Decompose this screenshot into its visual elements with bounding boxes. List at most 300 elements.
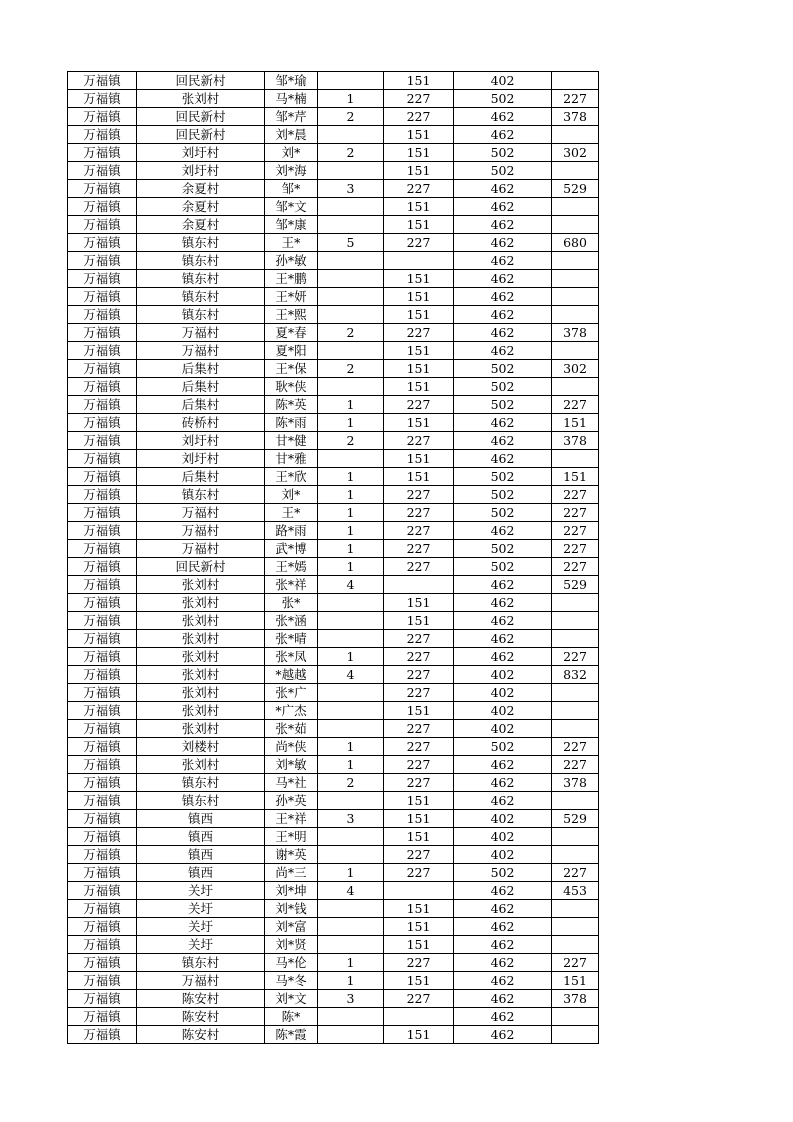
count-cell <box>318 594 384 612</box>
village-cell: 镇西 <box>137 810 265 828</box>
amount-b-cell: 462 <box>454 432 552 450</box>
amount-b-cell: 462 <box>454 774 552 792</box>
table-row <box>68 846 599 864</box>
amount-a-cell: 227 <box>384 522 454 540</box>
amount-b-cell: 462 <box>454 918 552 936</box>
amount-a-cell: 227 <box>384 666 454 684</box>
table-row <box>68 432 599 450</box>
amount-a-cell: 227 <box>384 864 454 882</box>
total-cell: 151 <box>552 972 599 990</box>
table-row <box>68 720 599 738</box>
count-cell <box>318 684 384 702</box>
town-cell: 万福镇 <box>68 648 137 666</box>
total-cell: 378 <box>552 432 599 450</box>
table-row <box>68 540 599 558</box>
name-cell: 刘*富 <box>265 918 318 936</box>
total-cell <box>552 270 599 288</box>
amount-a-cell: 151 <box>384 810 454 828</box>
count-cell: 2 <box>318 324 384 342</box>
table-row <box>68 576 599 594</box>
town-cell: 万福镇 <box>68 846 137 864</box>
village-cell: 镇西 <box>137 864 265 882</box>
village-cell: 陈安村 <box>137 1008 265 1026</box>
total-cell: 680 <box>552 234 599 252</box>
total-cell: 227 <box>552 558 599 576</box>
count-cell: 1 <box>318 522 384 540</box>
name-cell: 王*保 <box>265 360 318 378</box>
amount-b-cell: 462 <box>454 900 552 918</box>
total-cell: 453 <box>552 882 599 900</box>
name-cell: *越越 <box>265 666 318 684</box>
total-cell <box>552 252 599 270</box>
name-cell: 邹*文 <box>265 198 318 216</box>
table-row <box>68 630 599 648</box>
name-cell: 马*社 <box>265 774 318 792</box>
count-cell <box>318 1008 384 1026</box>
name-cell: 王*祥 <box>265 810 318 828</box>
table-row <box>68 414 599 432</box>
name-cell: 王*欣 <box>265 468 318 486</box>
table-row <box>68 1026 599 1044</box>
town-cell: 万福镇 <box>68 396 137 414</box>
town-cell: 万福镇 <box>68 576 137 594</box>
amount-a-cell: 227 <box>384 990 454 1008</box>
village-cell: 张刘村 <box>137 612 265 630</box>
village-cell: 张刘村 <box>137 594 265 612</box>
count-cell <box>318 270 384 288</box>
town-cell: 万福镇 <box>68 594 137 612</box>
village-cell: 张刘村 <box>137 666 265 684</box>
total-cell: 302 <box>552 360 599 378</box>
village-cell: 镇东村 <box>137 234 265 252</box>
total-cell <box>552 450 599 468</box>
village-cell: 后集村 <box>137 378 265 396</box>
amount-b-cell: 502 <box>454 504 552 522</box>
name-cell: 陈*英 <box>265 396 318 414</box>
total-cell <box>552 612 599 630</box>
table-row <box>68 864 599 882</box>
total-cell: 227 <box>552 738 599 756</box>
amount-a-cell: 151 <box>384 270 454 288</box>
count-cell <box>318 450 384 468</box>
count-cell <box>318 288 384 306</box>
count-cell <box>318 846 384 864</box>
count-cell: 5 <box>318 234 384 252</box>
amount-b-cell: 462 <box>454 756 552 774</box>
village-cell: 关圩 <box>137 900 265 918</box>
village-cell: 万福村 <box>137 522 265 540</box>
village-cell: 后集村 <box>137 360 265 378</box>
total-cell <box>552 306 599 324</box>
village-cell: 后集村 <box>137 396 265 414</box>
table-row <box>68 756 599 774</box>
amount-a-cell: 151 <box>384 306 454 324</box>
table-row <box>68 594 599 612</box>
name-cell: 张* <box>265 594 318 612</box>
town-cell: 万福镇 <box>68 828 137 846</box>
name-cell: 夏*阳 <box>265 342 318 360</box>
amount-a-cell <box>384 576 454 594</box>
amount-b-cell: 462 <box>454 108 552 126</box>
village-cell: 张刘村 <box>137 576 265 594</box>
amount-b-cell: 402 <box>454 702 552 720</box>
total-cell <box>552 1008 599 1026</box>
amount-a-cell: 227 <box>384 720 454 738</box>
total-cell <box>552 216 599 234</box>
name-cell: 刘* <box>265 144 318 162</box>
table-row <box>68 738 599 756</box>
amount-b-cell: 402 <box>454 828 552 846</box>
table-row <box>68 450 599 468</box>
table-row <box>68 972 599 990</box>
count-cell: 4 <box>318 666 384 684</box>
count-cell <box>318 306 384 324</box>
town-cell: 万福镇 <box>68 306 137 324</box>
name-cell: 甘*健 <box>265 432 318 450</box>
village-cell: 张刘村 <box>137 630 265 648</box>
total-cell: 832 <box>552 666 599 684</box>
total-cell: 529 <box>552 180 599 198</box>
town-cell: 万福镇 <box>68 1008 137 1026</box>
count-cell <box>318 378 384 396</box>
name-cell: 王* <box>265 234 318 252</box>
count-cell <box>318 342 384 360</box>
total-cell <box>552 630 599 648</box>
amount-a-cell: 151 <box>384 972 454 990</box>
village-cell: 镇西 <box>137 846 265 864</box>
name-cell: 武*博 <box>265 540 318 558</box>
village-cell: 余夏村 <box>137 180 265 198</box>
count-cell <box>318 702 384 720</box>
table-row <box>68 810 599 828</box>
village-cell: 张刘村 <box>137 684 265 702</box>
total-cell: 227 <box>552 486 599 504</box>
amount-b-cell: 462 <box>454 252 552 270</box>
name-cell: 邹*康 <box>265 216 318 234</box>
name-cell: 陈*霞 <box>265 1026 318 1044</box>
village-cell: 陈安村 <box>137 1026 265 1044</box>
village-cell: 回民新村 <box>137 108 265 126</box>
amount-b-cell: 502 <box>454 378 552 396</box>
town-cell: 万福镇 <box>68 1026 137 1044</box>
town-cell: 万福镇 <box>68 720 137 738</box>
name-cell: 张*凤 <box>265 648 318 666</box>
count-cell <box>318 216 384 234</box>
table-row <box>68 288 599 306</box>
name-cell: *广杰 <box>265 702 318 720</box>
name-cell: 陈* <box>265 1008 318 1026</box>
count-cell: 1 <box>318 738 384 756</box>
table-row <box>68 936 599 954</box>
total-cell: 529 <box>552 810 599 828</box>
amount-b-cell: 462 <box>454 612 552 630</box>
table-row <box>68 792 599 810</box>
town-cell: 万福镇 <box>68 198 137 216</box>
amount-b-cell: 462 <box>454 288 552 306</box>
amount-a-cell: 151 <box>384 468 454 486</box>
total-cell <box>552 684 599 702</box>
name-cell: 陈*雨 <box>265 414 318 432</box>
name-cell: 王* <box>265 504 318 522</box>
count-cell: 2 <box>318 360 384 378</box>
name-cell: 张*祥 <box>265 576 318 594</box>
town-cell: 万福镇 <box>68 666 137 684</box>
amount-a-cell: 227 <box>384 558 454 576</box>
town-cell: 万福镇 <box>68 378 137 396</box>
amount-a-cell: 151 <box>384 792 454 810</box>
amount-a-cell: 227 <box>384 90 454 108</box>
amount-b-cell: 502 <box>454 486 552 504</box>
amount-a-cell: 151 <box>384 126 454 144</box>
count-cell: 2 <box>318 774 384 792</box>
table-row <box>68 522 599 540</box>
table-row <box>68 324 599 342</box>
total-cell <box>552 828 599 846</box>
amount-a-cell: 227 <box>384 630 454 648</box>
amount-a-cell <box>384 252 454 270</box>
village-cell: 刘圩村 <box>137 450 265 468</box>
amount-b-cell: 462 <box>454 576 552 594</box>
amount-a-cell: 227 <box>384 504 454 522</box>
name-cell: 谢*英 <box>265 846 318 864</box>
village-cell: 张刘村 <box>137 648 265 666</box>
name-cell: 刘*贤 <box>265 936 318 954</box>
town-cell: 万福镇 <box>68 144 137 162</box>
village-cell: 万福村 <box>137 972 265 990</box>
count-cell <box>318 162 384 180</box>
town-cell: 万福镇 <box>68 234 137 252</box>
count-cell: 1 <box>318 648 384 666</box>
amount-a-cell: 151 <box>384 936 454 954</box>
total-cell: 378 <box>552 990 599 1008</box>
name-cell: 刘*敏 <box>265 756 318 774</box>
town-cell: 万福镇 <box>68 900 137 918</box>
total-cell <box>552 162 599 180</box>
total-cell: 227 <box>552 756 599 774</box>
town-cell: 万福镇 <box>68 990 137 1008</box>
count-cell: 1 <box>318 396 384 414</box>
town-cell: 万福镇 <box>68 414 137 432</box>
total-cell <box>552 720 599 738</box>
amount-b-cell: 502 <box>454 864 552 882</box>
town-cell: 万福镇 <box>68 540 137 558</box>
amount-a-cell: 151 <box>384 414 454 432</box>
amount-a-cell: 151 <box>384 162 454 180</box>
village-cell: 镇东村 <box>137 486 265 504</box>
town-cell: 万福镇 <box>68 216 137 234</box>
amount-a-cell: 227 <box>384 432 454 450</box>
town-cell: 万福镇 <box>68 738 137 756</box>
table-row <box>68 666 599 684</box>
total-cell: 302 <box>552 144 599 162</box>
table-row <box>68 252 599 270</box>
village-cell: 回民新村 <box>137 72 265 90</box>
data-table <box>67 71 599 1044</box>
total-cell <box>552 1026 599 1044</box>
village-cell: 张刘村 <box>137 90 265 108</box>
amount-a-cell: 151 <box>384 450 454 468</box>
total-cell: 227 <box>552 504 599 522</box>
town-cell: 万福镇 <box>68 774 137 792</box>
amount-b-cell: 502 <box>454 360 552 378</box>
total-cell: 378 <box>552 324 599 342</box>
amount-b-cell: 462 <box>454 792 552 810</box>
village-cell: 余夏村 <box>137 216 265 234</box>
table-row <box>68 558 599 576</box>
count-cell <box>318 198 384 216</box>
amount-b-cell: 462 <box>454 180 552 198</box>
table-row <box>68 900 599 918</box>
amount-b-cell: 462 <box>454 1008 552 1026</box>
amount-b-cell: 502 <box>454 540 552 558</box>
amount-b-cell: 462 <box>454 126 552 144</box>
total-cell <box>552 900 599 918</box>
total-cell <box>552 198 599 216</box>
town-cell: 万福镇 <box>68 630 137 648</box>
village-cell: 镇东村 <box>137 774 265 792</box>
town-cell: 万福镇 <box>68 432 137 450</box>
amount-b-cell: 402 <box>454 72 552 90</box>
amount-b-cell: 462 <box>454 216 552 234</box>
village-cell: 万福村 <box>137 324 265 342</box>
table-row <box>68 954 599 972</box>
town-cell: 万福镇 <box>68 918 137 936</box>
town-cell: 万福镇 <box>68 450 137 468</box>
town-cell: 万福镇 <box>68 162 137 180</box>
amount-a-cell: 227 <box>384 234 454 252</box>
table-row <box>68 684 599 702</box>
table-row <box>68 108 599 126</box>
amount-a-cell: 151 <box>384 612 454 630</box>
amount-b-cell: 502 <box>454 144 552 162</box>
table-row <box>68 612 599 630</box>
town-cell: 万福镇 <box>68 180 137 198</box>
town-cell: 万福镇 <box>68 360 137 378</box>
name-cell: 张*晴 <box>265 630 318 648</box>
town-cell: 万福镇 <box>68 756 137 774</box>
amount-b-cell: 402 <box>454 684 552 702</box>
total-cell <box>552 342 599 360</box>
table-row <box>68 360 599 378</box>
village-cell: 镇东村 <box>137 288 265 306</box>
name-cell: 王*鹏 <box>265 270 318 288</box>
village-cell: 关圩 <box>137 882 265 900</box>
town-cell: 万福镇 <box>68 864 137 882</box>
count-cell: 3 <box>318 180 384 198</box>
total-cell <box>552 936 599 954</box>
total-cell <box>552 288 599 306</box>
amount-a-cell: 151 <box>384 342 454 360</box>
town-cell: 万福镇 <box>68 558 137 576</box>
amount-b-cell: 462 <box>454 594 552 612</box>
town-cell: 万福镇 <box>68 288 137 306</box>
village-cell: 回民新村 <box>137 558 265 576</box>
amount-a-cell: 151 <box>384 702 454 720</box>
amount-b-cell: 502 <box>454 558 552 576</box>
village-cell: 镇西 <box>137 828 265 846</box>
amount-b-cell: 502 <box>454 468 552 486</box>
town-cell: 万福镇 <box>68 612 137 630</box>
amount-a-cell: 227 <box>384 846 454 864</box>
amount-b-cell: 462 <box>454 954 552 972</box>
amount-a-cell: 227 <box>384 756 454 774</box>
village-cell: 张刘村 <box>137 756 265 774</box>
amount-b-cell: 402 <box>454 720 552 738</box>
total-cell: 378 <box>552 774 599 792</box>
table-row <box>68 648 599 666</box>
total-cell: 151 <box>552 468 599 486</box>
village-cell: 刘圩村 <box>137 162 265 180</box>
total-cell: 227 <box>552 954 599 972</box>
name-cell: 王*妍 <box>265 288 318 306</box>
count-cell: 1 <box>318 864 384 882</box>
count-cell: 1 <box>318 540 384 558</box>
count-cell: 2 <box>318 108 384 126</box>
amount-a-cell: 151 <box>384 198 454 216</box>
amount-a-cell: 227 <box>384 684 454 702</box>
table-row <box>68 828 599 846</box>
count-cell <box>318 126 384 144</box>
count-cell: 3 <box>318 810 384 828</box>
village-cell: 万福村 <box>137 540 265 558</box>
amount-b-cell: 462 <box>454 1026 552 1044</box>
count-cell <box>318 630 384 648</box>
count-cell <box>318 828 384 846</box>
village-cell: 回民新村 <box>137 126 265 144</box>
name-cell: 张*广 <box>265 684 318 702</box>
town-cell: 万福镇 <box>68 90 137 108</box>
table-row <box>68 378 599 396</box>
table-row <box>68 504 599 522</box>
amount-a-cell: 151 <box>384 900 454 918</box>
amount-b-cell: 462 <box>454 972 552 990</box>
count-cell: 1 <box>318 954 384 972</box>
amount-a-cell: 151 <box>384 288 454 306</box>
table-row <box>68 918 599 936</box>
amount-a-cell: 227 <box>384 540 454 558</box>
name-cell: 夏*春 <box>265 324 318 342</box>
town-cell: 万福镇 <box>68 936 137 954</box>
table-row <box>68 306 599 324</box>
count-cell <box>318 252 384 270</box>
amount-b-cell: 462 <box>454 648 552 666</box>
amount-b-cell: 402 <box>454 810 552 828</box>
amount-a-cell: 227 <box>384 738 454 756</box>
amount-a-cell: 227 <box>384 396 454 414</box>
amount-b-cell: 462 <box>454 234 552 252</box>
name-cell: 孙*敏 <box>265 252 318 270</box>
amount-b-cell: 402 <box>454 666 552 684</box>
total-cell <box>552 918 599 936</box>
village-cell: 镇东村 <box>137 270 265 288</box>
total-cell <box>552 126 599 144</box>
amount-a-cell <box>384 882 454 900</box>
amount-a-cell: 151 <box>384 828 454 846</box>
count-cell <box>318 918 384 936</box>
town-cell: 万福镇 <box>68 522 137 540</box>
name-cell: 邹*芹 <box>265 108 318 126</box>
amount-b-cell: 462 <box>454 630 552 648</box>
total-cell: 227 <box>552 90 599 108</box>
village-cell: 刘圩村 <box>137 432 265 450</box>
amount-a-cell: 151 <box>384 1026 454 1044</box>
total-cell: 227 <box>552 864 599 882</box>
amount-a-cell: 151 <box>384 144 454 162</box>
name-cell: 王*明 <box>265 828 318 846</box>
town-cell: 万福镇 <box>68 684 137 702</box>
amount-a-cell: 227 <box>384 180 454 198</box>
table-row <box>68 144 599 162</box>
